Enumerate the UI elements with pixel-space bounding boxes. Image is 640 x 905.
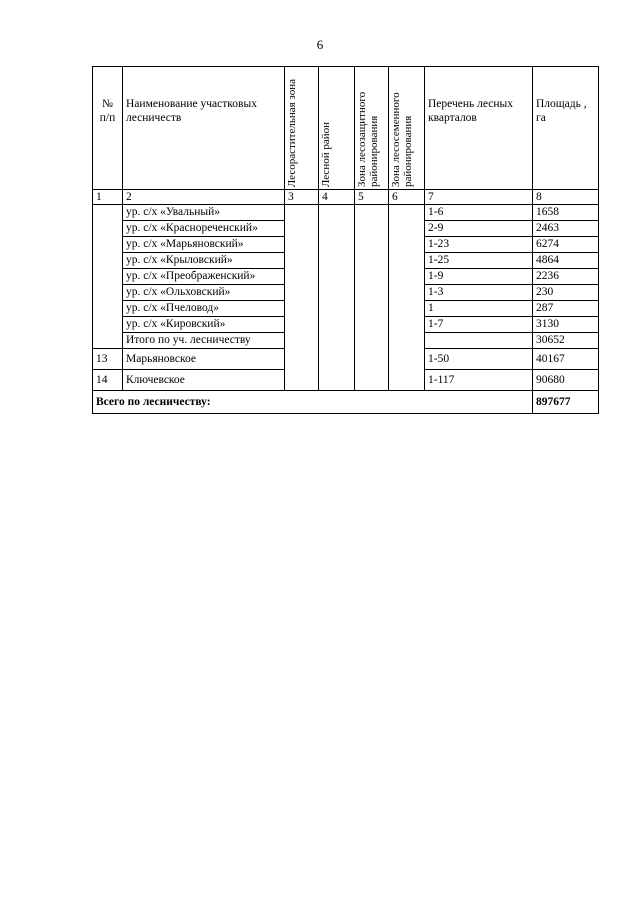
- row-quarters: 1-23: [425, 237, 533, 253]
- row-area: 40167: [533, 349, 599, 370]
- row-area: 6274: [533, 237, 599, 253]
- row-name: Ключевское: [123, 370, 285, 391]
- row-quarters: 1-117: [425, 370, 533, 391]
- header-zone-cell: [285, 67, 319, 190]
- header-seed-zone: Зона лесосеменного районирования: [390, 92, 414, 187]
- total-row: [93, 391, 599, 414]
- col-number: 5: [355, 190, 389, 205]
- row-quarters: 1: [425, 301, 533, 317]
- row-name: ур. с/х «Ольховский»: [123, 285, 285, 301]
- total-area: 897677: [533, 391, 599, 414]
- row-quarters: 1-7: [425, 317, 533, 333]
- col-number: 7: [425, 190, 533, 205]
- row-name: ур. с/х «Крыловский»: [123, 253, 285, 269]
- row-quarters: 2-9: [425, 221, 533, 237]
- subtotal-area: 30652: [533, 333, 599, 349]
- header-area: Площадь , га: [533, 67, 599, 190]
- row-area: 3130: [533, 317, 599, 333]
- col-number: 3: [285, 190, 319, 205]
- col-number: 4: [319, 190, 355, 205]
- subtotal-quarters: [425, 333, 533, 349]
- row-quarters: 1-50: [425, 349, 533, 370]
- row-name: ур. с/х «Краснореченский»: [123, 221, 285, 237]
- district-merged-cell: [319, 205, 355, 391]
- col-number: 6: [389, 190, 425, 205]
- zone-merged-cell: [285, 205, 319, 391]
- row-area: 287: [533, 301, 599, 317]
- protection-merged-cell: [355, 205, 389, 391]
- row-name: Марьяновское: [123, 349, 285, 370]
- row-area: 230: [533, 285, 599, 301]
- header-zone: Лесорастительная зона: [286, 78, 298, 187]
- subtotal-label: Итого по уч. лесничеству: [123, 333, 285, 349]
- header-seed-cell: [389, 67, 425, 190]
- col-number: 1: [93, 190, 123, 205]
- row-num: 14: [93, 370, 123, 391]
- row-quarters: 1-3: [425, 285, 533, 301]
- page-number: 6: [316, 37, 324, 52]
- header-num: № п/п: [93, 67, 123, 190]
- row-name: ур. с/х «Пчеловод»: [123, 301, 285, 317]
- row-name: ур. с/х «Преображенский»: [123, 269, 285, 285]
- seed-merged-cell: [389, 205, 425, 391]
- header-district: Лесной район: [320, 121, 332, 187]
- total-label: Всего по лесничеству:: [93, 391, 533, 414]
- row-name: ур. с/х «Марьяновский»: [123, 237, 285, 253]
- row-area: 90680: [533, 370, 599, 391]
- table-row: [93, 205, 599, 221]
- col-number: 2: [123, 190, 285, 205]
- header-row: [93, 67, 599, 190]
- row-area: 4864: [533, 253, 599, 269]
- row-num: 13: [93, 349, 123, 370]
- header-district-cell: [319, 67, 355, 190]
- row-name: ур. с/х «Увальный»: [123, 205, 285, 221]
- row-quarters: 1-25: [425, 253, 533, 269]
- row-area: 1658: [533, 205, 599, 221]
- row-area: 2463: [533, 221, 599, 237]
- row-quarters: 1-9: [425, 269, 533, 285]
- header-name: Наименование участковых лесничеств: [123, 67, 285, 190]
- header-protection-cell: [355, 67, 389, 190]
- empty-num-cell: [93, 205, 123, 349]
- header-quarters: Перечень лесных кварталов: [425, 67, 533, 190]
- header-protection-zone: Зона лесозащитного районирования: [356, 91, 380, 187]
- col-number: 8: [533, 190, 599, 205]
- column-numbers-row: [93, 190, 599, 205]
- row-quarters: 1-6: [425, 205, 533, 221]
- row-area: 2236: [533, 269, 599, 285]
- forestry-table: [92, 66, 599, 414]
- row-name: ур. с/х «Кировский»: [123, 317, 285, 333]
